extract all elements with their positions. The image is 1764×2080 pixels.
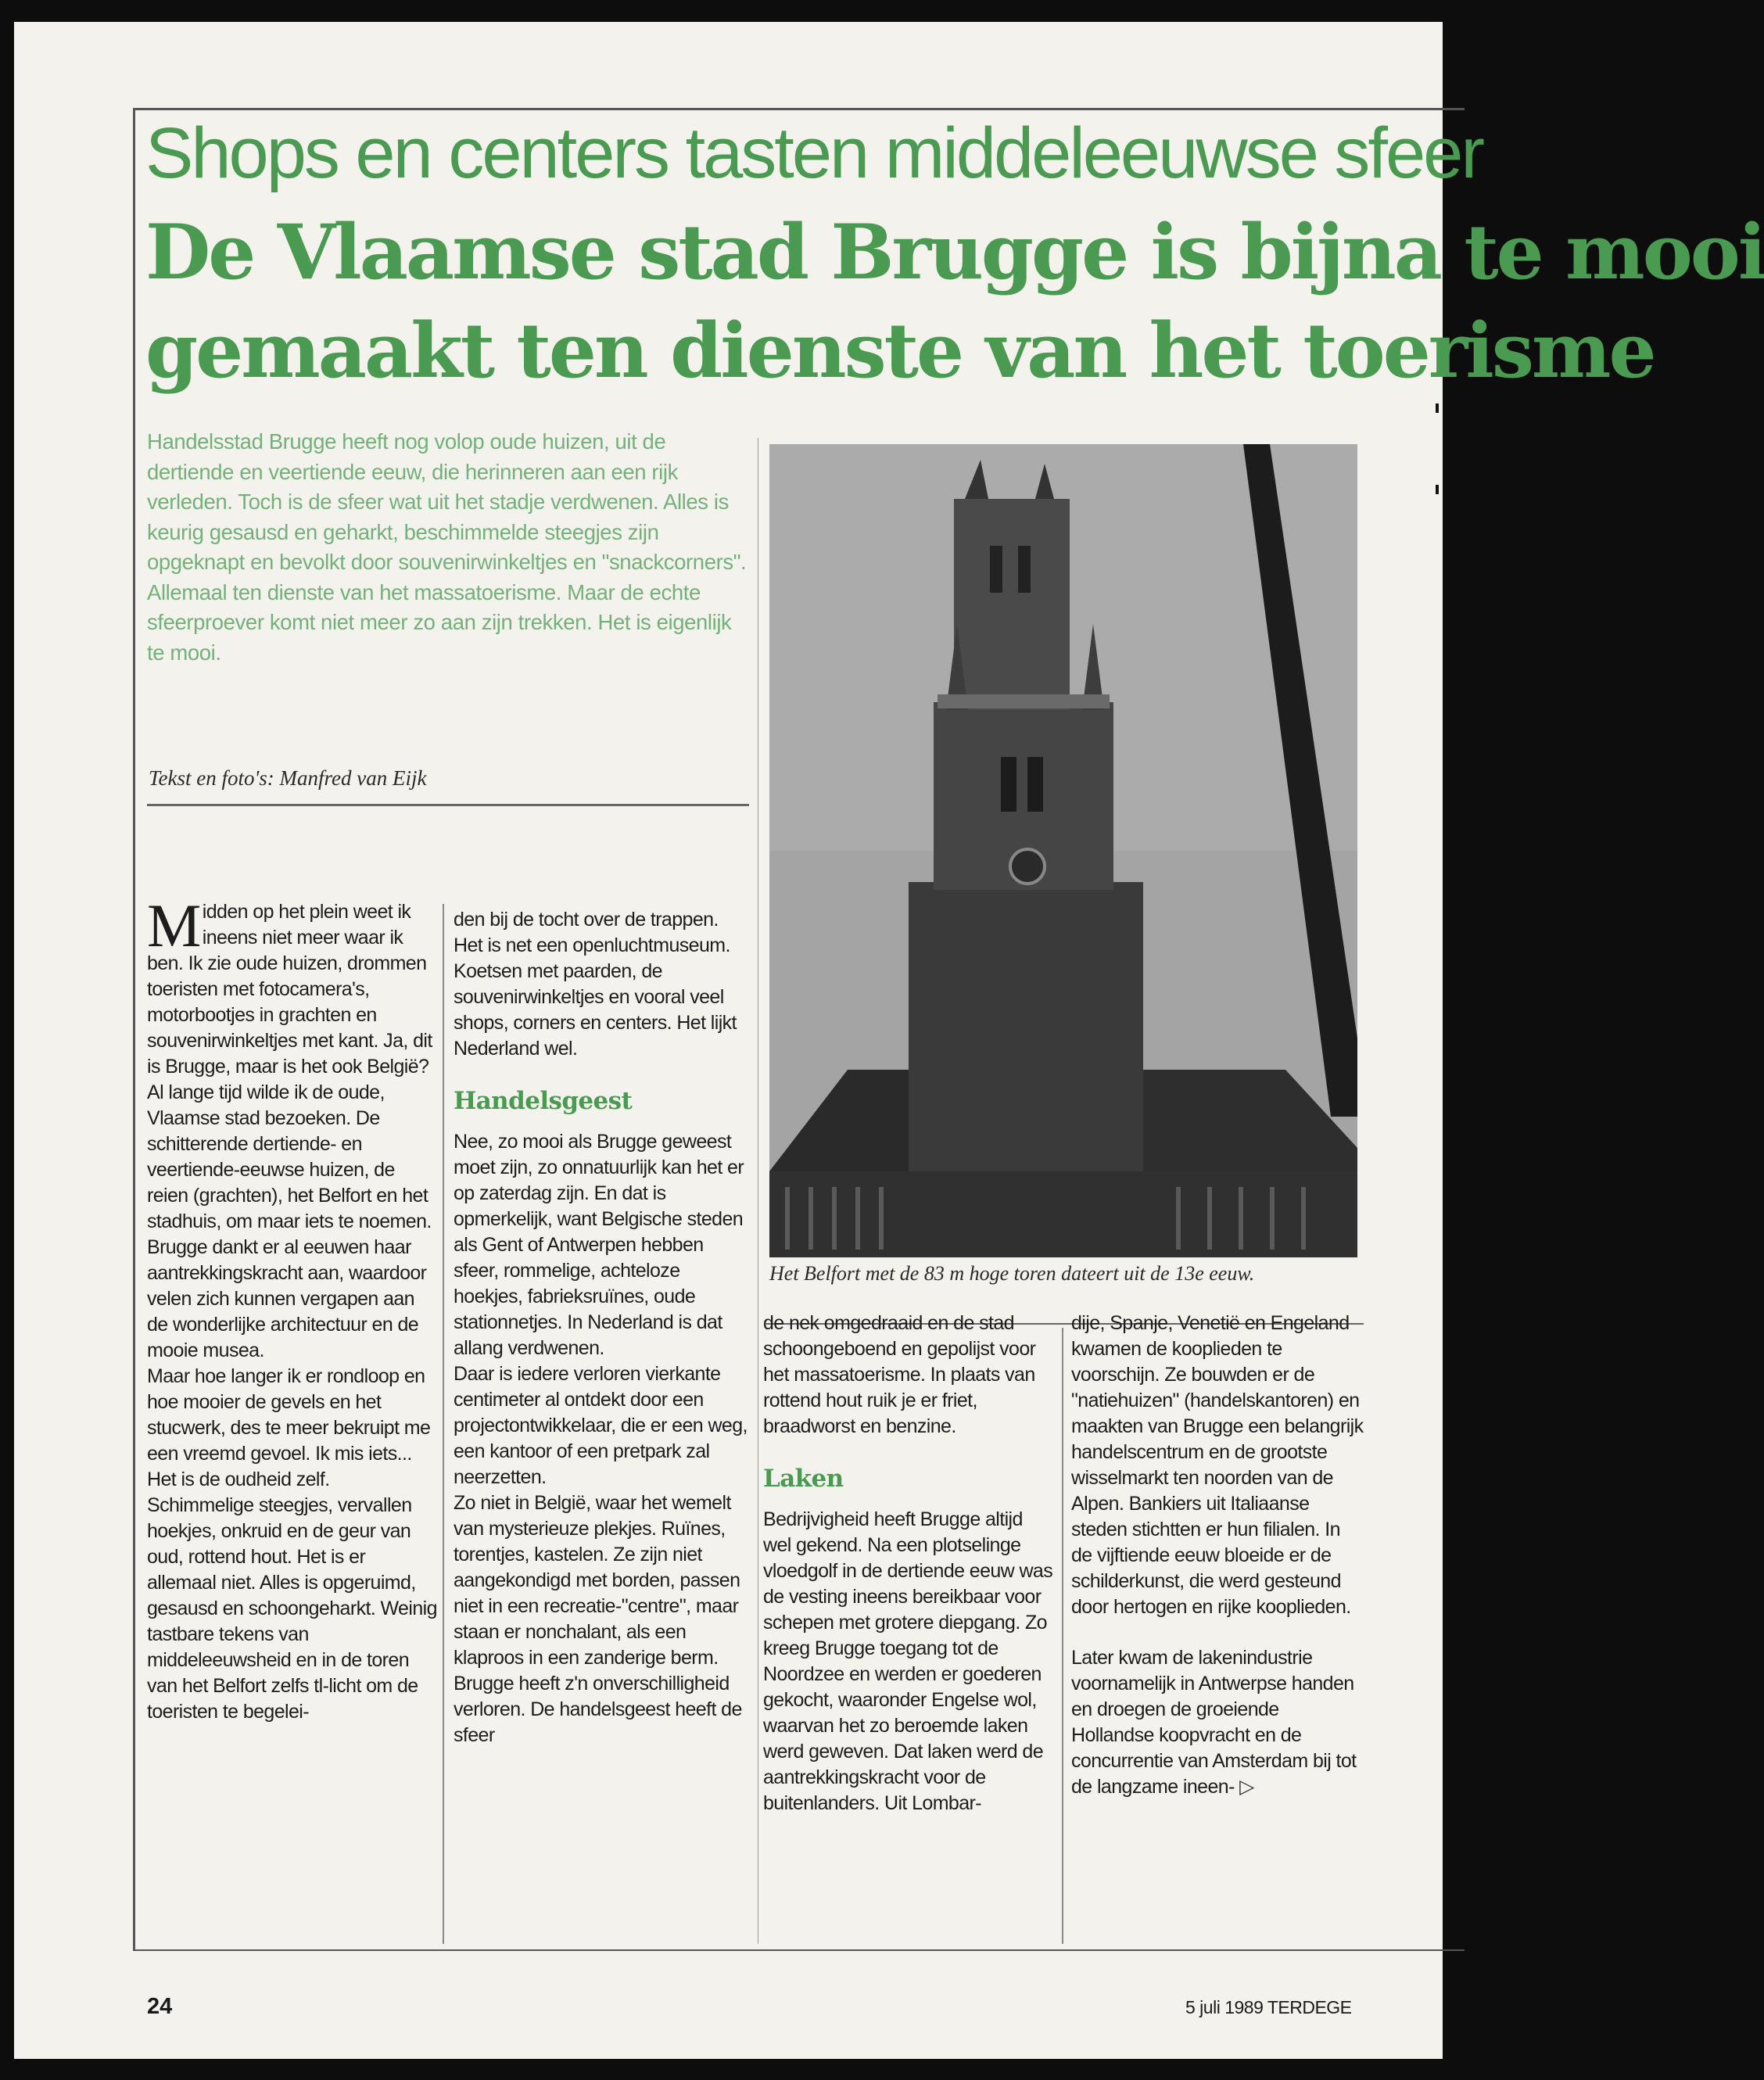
article-headline: [145, 203, 1764, 400]
article-intro: Handelsstad Brugge heeft nog volop oude huizen, uit de dertiende en veertiende eeuw, die herinneren aan een rijk verleden. Toch is de sfeer wat uit het stadje verdwenen. Alles is keurig gesausd en geharkt, beschimmelde steegjes zijn opgeknapt en bevolkt door souvenirwinkeltjes en "snackcorners". Allemaal ten dienste van het massatoerisme. Maar de echte sfeerproever komt niet meer zo aan zijn trekken. Het is eigenlijk te mooi.: [147, 429, 747, 665]
photo-caption: Het Belfort met de 83 m hoge toren dateert uit de 13e eeuw.: [769, 1262, 1255, 1285]
body-paragraph: Bedrijvigheid heeft Brugge altijd wel gekend. Na een plotselinge vloedgolf in de dertiende eeuw was de vesting ineens bereikbaar voor schepen met grotere diepgang. Zo kreeg Brugge toegang tot de Noordzee en werden er goederen gekocht, waaronder Engelse wol, waarvan het zo beroemde laken werd geweven. Dat laken werd de aantrekkingskracht voor de buitenlanders. Uit Lombar-: [763, 1508, 1053, 1814]
article-column-2: [454, 907, 752, 1748]
body-paragraph: Zo niet in België, waar het wemelt van mysterieuze plekjes. Ruïnes, torentjes, kastelen. Ze zijn niet aangekondigd met borden, passen niet in een recreatie-"centre", maar staan er nonchalant, als een klaproos in een zanderige berm. Brugge heeft z'n onverschilligheid verloren. De handelsgeest heeft de sfeer: [454, 1492, 742, 1746]
section-heading: Handelsgeest: [454, 1087, 633, 1115]
issue-footer: 5 juli 1989 TERDEGE: [1185, 1997, 1352, 2017]
page-number: 24: [147, 1994, 173, 2019]
column-divider: [443, 904, 444, 1944]
byline: Tekst en foto's: Manfred van Eijk: [149, 766, 427, 790]
body-paragraph: de nek omgedraaid en de stad schoongeboend en gepolijst voor het massatoerisme. In plaats van rottend hout ruik je er friet, braadworst en benzine.: [763, 1312, 1036, 1437]
article-column-3: [763, 1311, 1055, 1816]
body-paragraph: dije, Spanje, Venetië en Engeland kwamen de kooplieden te voorschijn. Ze bouwden er de "natiehuizen" (handelskantoren) en maakten van Brugge een belangrijk handelscentrum en de grootste wisselmarkt ten noorden van de Alpen. Bankiers uit Italiaanse steden stichtten er hun filialen. In de vijftiende eeuw bloeide er de schilderkunst, die werd gesteund door hertogen en rijke kooplieden.: [1071, 1312, 1364, 1618]
article-column-4: [1071, 1311, 1364, 1800]
drop-cap: M: [147, 891, 201, 959]
magazine-page: [14, 22, 1764, 2059]
body-paragraph: Al lange tijd wilde ik de oude, Vlaamse stad bezoeken. De schitterende dertiende- en veertiende-eeuwse huizen, de reien (grachten), het Belfort en het stadhuis, om maar iets te noemen. Brugge dankt er al eeuwen haar aantrekkingskracht aan, waardoor velen zich kunnen vergapen aan de wonderlijke architectuur en de mooie musea.: [147, 1081, 432, 1361]
continue-arrow-icon: ▷: [1239, 1776, 1254, 1798]
article-column-1: [147, 891, 438, 1725]
section-heading: Laken: [763, 1465, 844, 1493]
headline-line: gemaakt ten dienste van het toerisme: [145, 307, 1655, 395]
margin-tick: [1436, 403, 1439, 413]
belfort-tower-illustration: [769, 444, 1357, 1257]
headline-line: De Vlaamse stad Brugge is bijna te mooi: [145, 208, 1764, 296]
body-paragraph: Nee, zo mooi als Brugge geweest moet zijn, zo onnatuurlijk kan het er op zaterdag zijn. En dat is opmerkelijk, want Belgische steden als Gent of Antwerpen hebben sfeer, rommelige, achteloze hoekjes, fabrieksruïnes, oude stationnetjes. In Nederland is dat allang verdwenen.: [454, 1131, 744, 1359]
paragraph-gap: [1071, 1620, 1364, 1645]
body-paragraph: [1071, 1645, 1364, 1800]
body-paragraph: Daar is iedere verloren vierkante centimeter al ontdekt door een projectontwikkelaar, die er een weg, een kantoor of een pretpark zal neerzetten.: [454, 1363, 748, 1488]
margin-tick: [1436, 485, 1439, 494]
body-paragraph: Maar hoe langer ik er rondloop en hoe mooier de gevels en het stucwerk, des te meer bekruipt me een vreemd gevoel. Ik mis iets... Het is de oudheid zelf. Schimmelige steegjes, vervallen hoekjes, onkruid en de geur van oud, rottend hout. Het is er allemaal niet. Alles is opgeruimd, gesausd en schoongeharkt. Weinig tastbare tekens van middeleeuwsheid en in de toren van het Belfort zelfs tl-licht om de toeristen te begelei-: [147, 1365, 437, 1723]
column-divider: [1062, 1328, 1063, 1944]
body-paragraph: [147, 891, 438, 1080]
byline-divider: [147, 804, 749, 806]
paragraph-text: idden op het plein weet ik ineens niet meer waar ik ben. Ik zie oude huizen, drommen toeristen met fotocamera's, motorbootjes in grachten en souvenirwinkeltjes met kant. Ja, dit is Brugge, maar is het ook België?: [147, 901, 432, 1078]
belfort-photo: [769, 444, 1357, 1257]
article-kicker: Shops en centers tasten middeleeuwse sfeer: [145, 113, 1483, 193]
body-paragraph: den bij de tocht over de trappen. Het is net een openluchtmuseum. Koetsen met paarden, de souvenirwinkeltjes en vooral veel shops, corners en centers. Het lijkt Nederland wel.: [454, 909, 737, 1060]
paragraph-text: Later kwam de lakenindustrie voornamelijk in Antwerpse handen en droegen de groeiende Hollandse koopvracht en de concurrentie van Amsterdam bij tot de langzame ineen-: [1071, 1647, 1357, 1798]
